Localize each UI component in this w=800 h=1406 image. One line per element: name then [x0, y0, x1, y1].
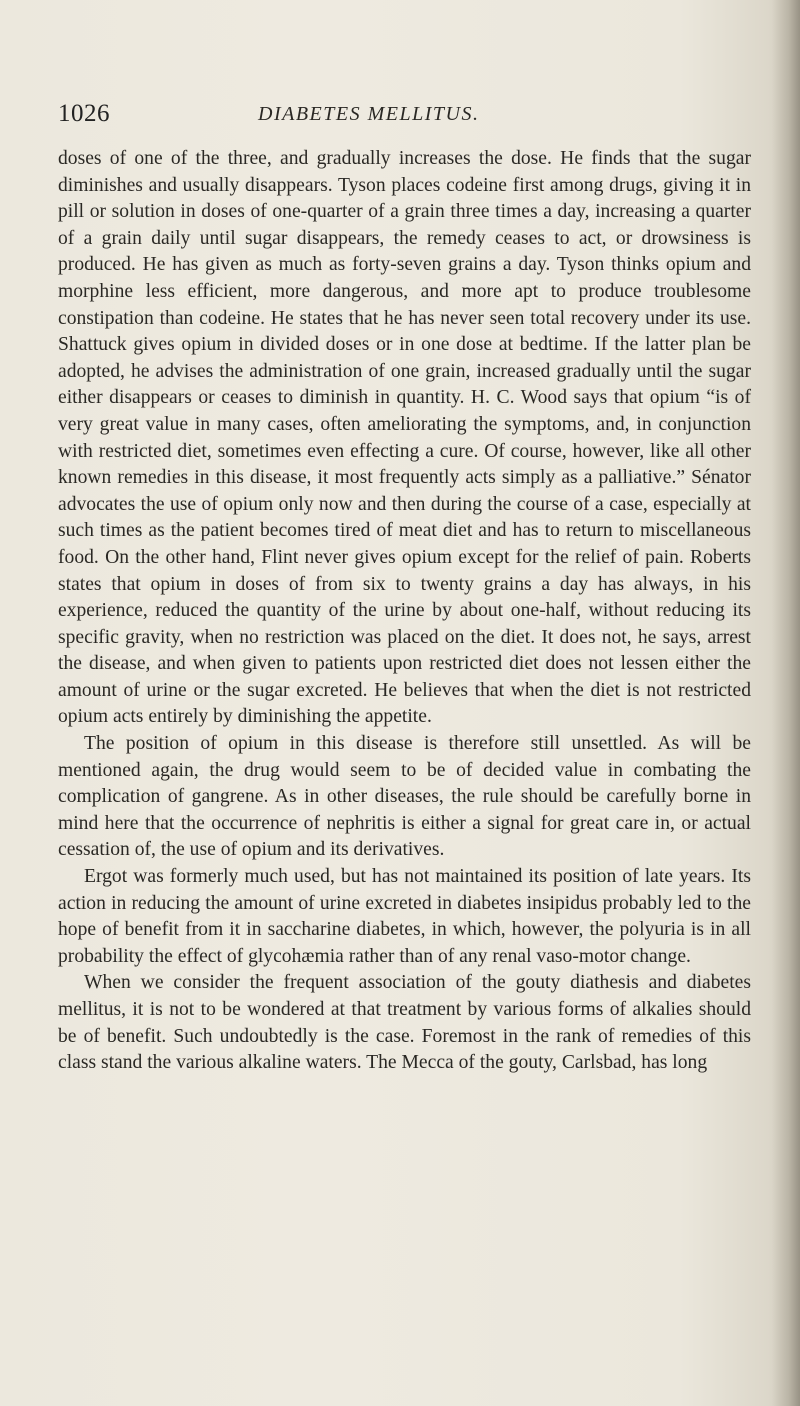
body-text [58, 146, 751, 1077]
paragraph: The position of opium in this disease is therefore still unsettled. As will be mentioned again, the drug would seem to be of decided value in combating the complication of gangrene. As in other diseases, the rule should be carefully borne in mind here that the occurrence of nephritis is either a signal for great care in, or actual cessation of, the use of opium and its derivatives. [58, 733, 751, 861]
page-number: 1026 [58, 100, 110, 127]
paragraph: When we consider the frequent association of the gouty diathesis and diabetes mellitus, it is not to be wondered at that treatment by various forms of alkalies should be of benefit. Such undoubtedly is the case. Foremost in the rank of remedies of this class stand the various alkaline waters. The Mecca of the gouty, Carlsbad, has long [58, 972, 751, 1074]
running-title: DIABETES MELLITUS. [258, 103, 480, 125]
page-edge-shadow [772, 0, 800, 1406]
paragraph: doses of one of the three, and gradually increases the dose. He finds that the sugar diminishes and usually disappears. Tyson places codeine first among drugs, giving it in pill or solution in doses of one-quarter of a grain three times a day, increasing a quarter of a grain daily until sugar disappears, the remedy ceases to act, or drowsiness is produced. He has given as much as forty-seven grains a day. Tyson thinks opium and morphine less efficient, more dangerous, and more apt to produce troublesome constipation than codeine. He states that he has never seen total recovery under its use. Shattuck gives opium in divided doses or in one dose at bedtime. If the latter plan be adopted, he advises the administration of one grain, increased gradually until the sugar either disappears or ceases to diminish in quantity. H. C. Wood says that opium “is of very great value in many cases, often ameliorating the symptoms, and, in conjunction with restricted diet, sometimes even effecting a cure. Of course, however, like all other known remedies in this disease, it most frequently acts simply as a palliative.” Sénator advocates the use of opium only now and then during the course of a case, especially at such times as the patient becomes tired of meat diet and has to return to miscellaneous food. On the other hand, Flint never gives opium except for the relief of pain. Roberts states that opium in doses of from six to twenty grains a day has always, in his experience, reduced the quantity of the urine by about one-half, without reducing its specific gravity, when no restriction was placed on the diet. It does not, he says, arrest the disease, and when given to patients upon restricted diet does not lessen either the amount of urine or the sugar excreted. He believes that when the diet is not restricted opium acts entirely by diminishing the appetite. [58, 148, 751, 728]
page-header [58, 100, 748, 134]
paragraph: Ergot was formerly much used, but has not maintained its position of late years. Its action in reducing the amount of urine excreted in diabetes insipidus probably led to the hope of benefit from it in saccharine diabetes, in which, however, the polyuria is in all probability the effect of glycohæmia rather than of any renal vaso-motor change. [58, 866, 751, 967]
